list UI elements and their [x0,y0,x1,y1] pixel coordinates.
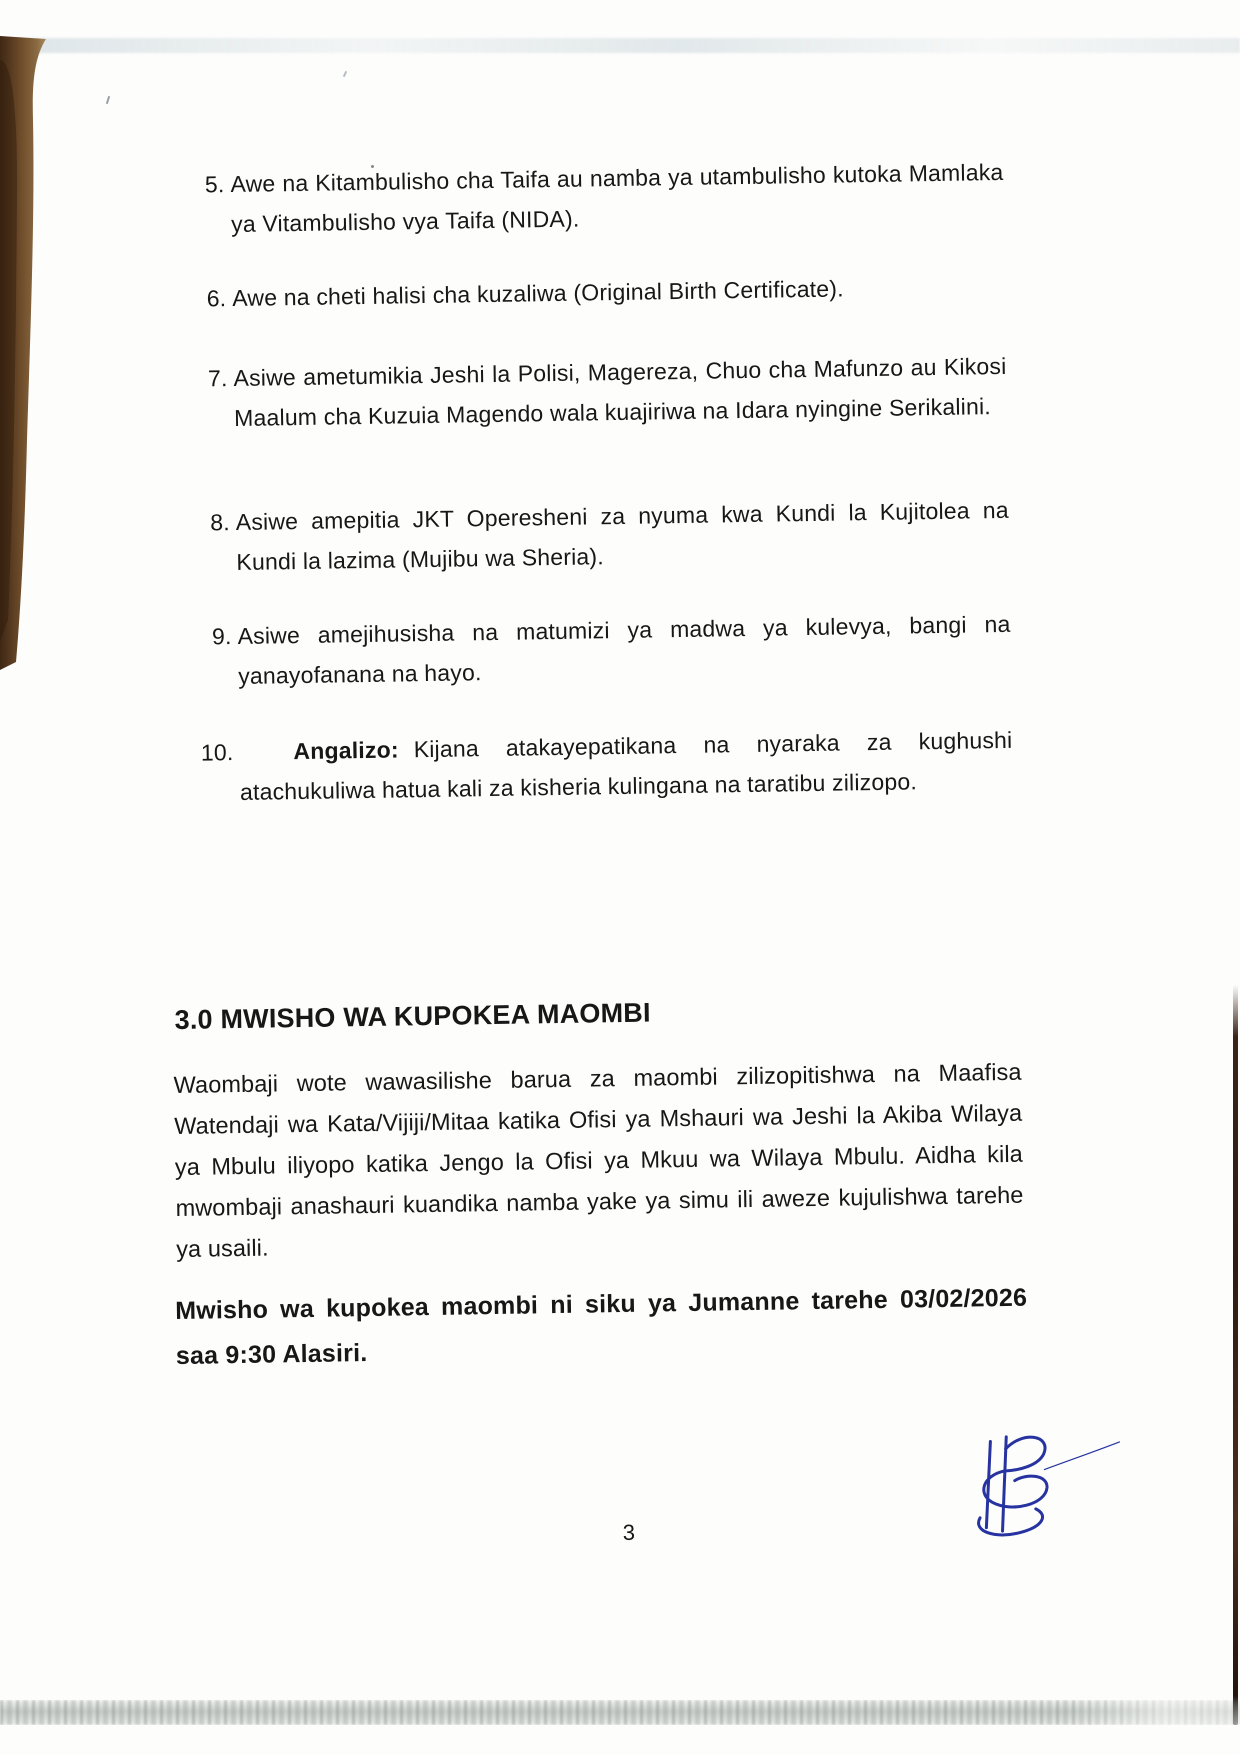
list-item-number: 7. [207,365,228,392]
body-paragraph: Waombaji wote wawasilishe barua za maombi zilizopitishwa na Maafisa Watendaji wa Kata/Vijiji/Mitaa katika Ofisi ya Mshauri wa Jeshi la Akiba Wilaya ya Mbulu iliyopo katika Jengo la Ofisi ya Mkuu wa Wilaya Mbulu. Aidha kila mwombaji anashauri kuandika namba yake ya simu ili aweze kujulishwa tarehe ya usaili. [173,1058,1024,1263]
signature-initials [933,1425,1132,1550]
list-item-text: Asiwe amejihusisha na matumizi ya madwa ya kulevya, bangi na yanayofanana na hayo. [237,610,1011,689]
list-item-7 [207,346,1007,438]
signature-ink [976,1433,1123,1536]
list-item-6 [206,266,1006,318]
list-item-8 [210,490,1009,582]
list-item-5 [204,152,1004,244]
list-item-lead: Angalizo: [293,736,399,765]
page-number: 3 [622,1519,636,1546]
list-item-9 [211,604,1011,696]
list-item-text: Asiwe amepitia JKT Operesheni za nyuma kwa Kundi la Kujitolea na Kundi la lazima (Mujibu wa Sheria). [235,496,1009,575]
list-item-text: Kijana atakayepatikana na nyaraka za kughushi atachukuliwa hatua kali za kisheria kulingana na taratibu zilizopo. [239,726,1013,805]
list-item-number: 9. [211,623,232,650]
list-item-text: Awe na cheti halisi cha kuzaliwa (Original Birth Certificate). [232,275,844,312]
list-item-number: 10. [200,739,234,766]
list-item-number: 5. [204,171,225,198]
list-item-number: 6. [206,285,227,312]
list-item-text: Asiwe ametumikia Jeshi la Polisi, Magereza, Chuo cha Mafunzo au Kikosi Maalum cha Kuzuia Magendo wala kuajiriwa na Idara nyingine Serikalini. [233,352,1007,432]
list-item-number: 8. [210,509,231,536]
list-item-10 [200,720,1013,812]
deadline-statement: Mwisho wa kupokea maombi ni siku ya Jumanne tarehe 03/02/2026 saa 9:30 Alasiri. [174,1283,1028,1371]
section-heading: 3.0 MWISHO WA KUPOKEA MAOMBI [174,997,651,1036]
list-item-text: Awe na Kitambulisho cha Taifa au namba ya utambulisho kutoka Mamlaka ya Vitambulisho vya Taifa (NIDA). [230,158,1004,238]
